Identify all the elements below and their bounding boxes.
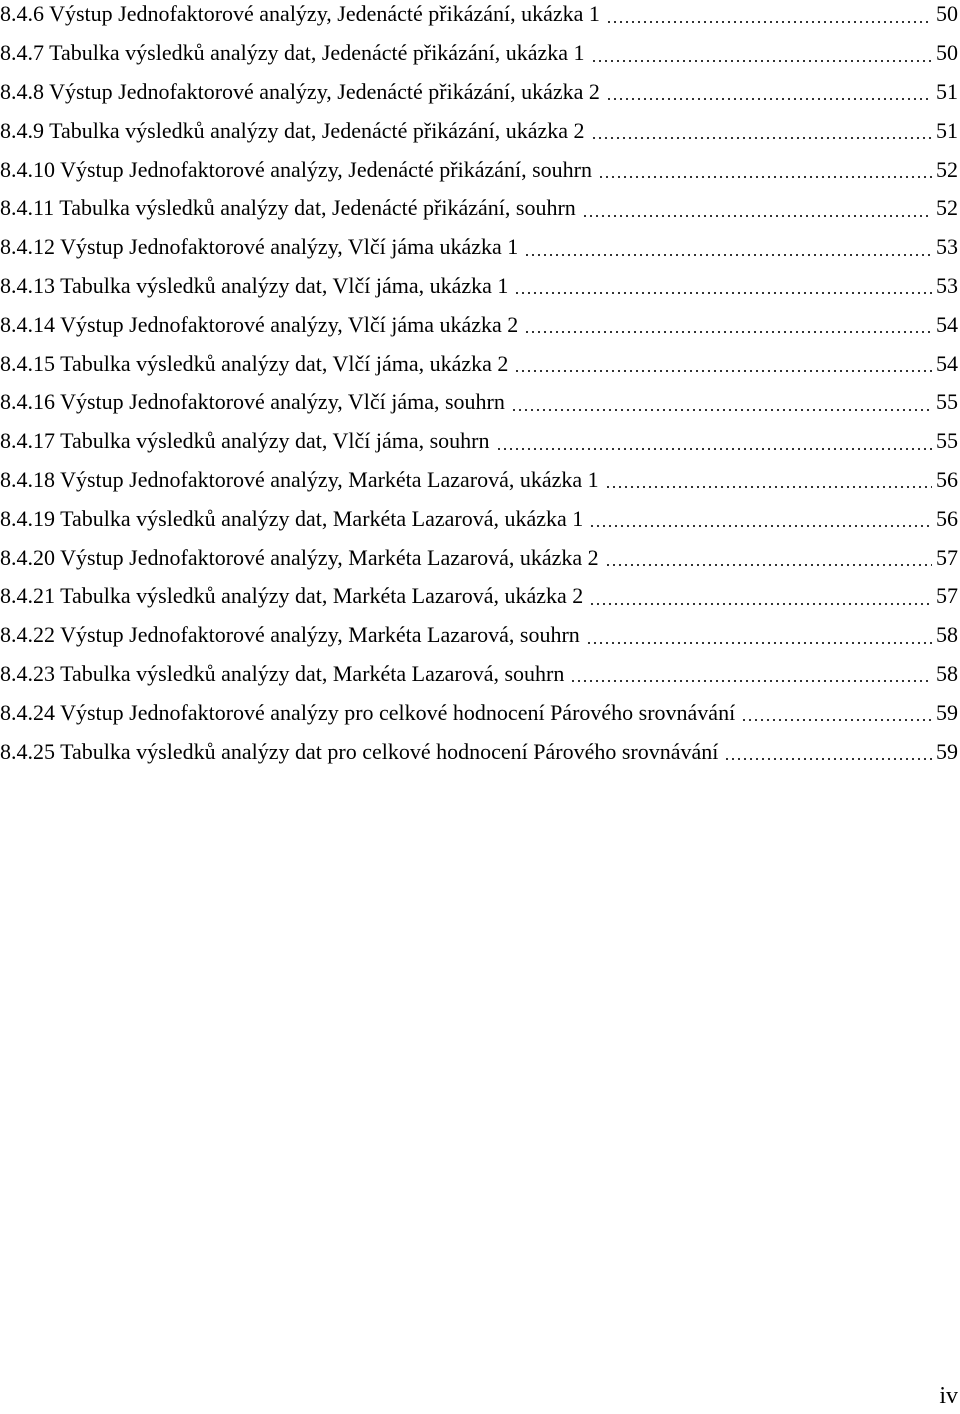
toc-entry-page: 50 <box>936 40 958 66</box>
toc-entry[interactable] <box>0 0 958 34</box>
toc-entry-title: 8.4.6 Výstup Jednofaktorové analýzy, Jedenácté přikázání, ukázka 1 <box>0 1 600 27</box>
toc-entry[interactable] <box>0 461 958 500</box>
toc-entry-title: 8.4.25 Tabulka výsledků analýzy dat pro celkové hodnocení Párového srovnávání <box>0 738 719 764</box>
toc-entry-page: 58 <box>936 622 958 648</box>
toc-entry-page: 55 <box>936 389 958 415</box>
dot-leader <box>570 680 932 682</box>
toc-entry[interactable] <box>0 499 958 538</box>
toc-entry[interactable] <box>0 616 958 655</box>
toc-entry[interactable] <box>0 732 958 771</box>
toc-entry[interactable] <box>0 693 958 732</box>
toc-entry-page: 57 <box>936 544 958 570</box>
toc-entry-title: 8.4.8 Výstup Jednofaktorové analýzy, Jedenácté přikázání, ukázka 2 <box>0 78 600 104</box>
dot-leader <box>524 254 932 256</box>
dot-leader <box>589 525 932 527</box>
toc-entry-title: 8.4.22 Výstup Jednofaktorové analýzy, Markéta Lazarová, souhrn <box>0 622 580 648</box>
dot-leader <box>524 331 932 333</box>
toc-entry-title: 8.4.13 Tabulka výsledků analýzy dat, Vlčí jáma, ukázka 1 <box>0 272 509 298</box>
toc-entry[interactable] <box>0 267 958 306</box>
toc-entry-page: 53 <box>936 272 958 298</box>
dot-leader <box>514 292 932 294</box>
toc-entry[interactable] <box>0 305 958 344</box>
toc-entry[interactable] <box>0 538 958 577</box>
toc-entry[interactable] <box>0 383 958 422</box>
page-number: iv <box>939 1383 958 1409</box>
toc-entry-page: 56 <box>936 466 958 492</box>
toc-entry-title: 8.4.11 Tabulka výsledků analýzy dat, Jedenácté přikázání, souhrn <box>0 195 576 221</box>
toc-entry[interactable] <box>0 111 958 150</box>
dot-leader <box>591 137 932 139</box>
dot-leader <box>514 370 932 372</box>
dot-leader <box>605 486 932 488</box>
toc-entry[interactable] <box>0 655 958 694</box>
toc-entry-page: 51 <box>936 78 958 104</box>
toc-entry[interactable] <box>0 73 958 112</box>
toc-entry-title: 8.4.9 Tabulka výsledků analýzy dat, Jedenácté přikázání, ukázka 2 <box>0 117 585 143</box>
dot-leader <box>589 603 932 605</box>
toc-entry-title: 8.4.18 Výstup Jednofaktorové analýzy, Markéta Lazarová, ukázka 1 <box>0 466 599 492</box>
toc-entry-page: 59 <box>936 738 958 764</box>
toc-entry-title: 8.4.20 Výstup Jednofaktorové analýzy, Markéta Lazarová, ukázka 2 <box>0 544 599 570</box>
toc-entry-page: 55 <box>936 428 958 454</box>
toc-entry-title: 8.4.12 Výstup Jednofaktorové analýzy, Vlčí jáma ukázka 1 <box>0 234 519 260</box>
toc-entry-page: 54 <box>936 311 958 337</box>
toc-entry-page: 52 <box>936 195 958 221</box>
toc-entry-title: 8.4.10 Výstup Jednofaktorové analýzy, Jedenácté přikázání, souhrn <box>0 156 592 182</box>
toc-entry-title: 8.4.17 Tabulka výsledků analýzy dat, Vlčí jáma, souhrn <box>0 428 490 454</box>
toc-entry-page: 59 <box>936 699 958 725</box>
toc-entry-title: 8.4.21 Tabulka výsledků analýzy dat, Markéta Lazarová, ukázka 2 <box>0 583 584 609</box>
toc-entry[interactable] <box>0 150 958 189</box>
toc-entry-title: 8.4.7 Tabulka výsledků analýzy dat, Jedenácté přikázání, ukázka 1 <box>0 40 585 66</box>
dot-leader <box>496 448 933 450</box>
dot-leader <box>741 719 932 721</box>
dot-leader <box>511 409 932 411</box>
toc-entry-title: 8.4.16 Výstup Jednofaktorové analýzy, Vlčí jáma, souhrn <box>0 389 505 415</box>
toc-entry[interactable] <box>0 344 958 383</box>
toc-entry-page: 54 <box>936 350 958 376</box>
toc-entry-page: 56 <box>936 505 958 531</box>
toc-entry-title: 8.4.23 Tabulka výsledků analýzy dat, Markéta Lazarová, souhrn <box>0 660 565 686</box>
toc-entry-page: 53 <box>936 234 958 260</box>
toc-entry-title: 8.4.24 Výstup Jednofaktorové analýzy pro celkové hodnocení Párového srovnávání <box>0 699 736 725</box>
toc-entry-title: 8.4.14 Výstup Jednofaktorové analýzy, Vlčí jáma ukázka 2 <box>0 311 519 337</box>
toc-entry-page: 50 <box>936 1 958 27</box>
toc-entry-page: 51 <box>936 117 958 143</box>
toc-entry[interactable] <box>0 228 958 267</box>
toc-entry[interactable] <box>0 34 958 73</box>
toc-entry-title: 8.4.19 Tabulka výsledků analýzy dat, Markéta Lazarová, ukázka 1 <box>0 505 584 531</box>
dot-leader <box>724 758 932 760</box>
dot-leader <box>606 98 932 100</box>
toc-entry-title: 8.4.15 Tabulka výsledků analýzy dat, Vlčí jáma, ukázka 2 <box>0 350 509 376</box>
dot-leader <box>586 642 932 644</box>
toc-entry[interactable] <box>0 422 958 461</box>
dot-leader <box>598 176 932 178</box>
toc-entry[interactable] <box>0 577 958 616</box>
dot-leader <box>606 21 932 23</box>
toc-entry-page: 58 <box>936 660 958 686</box>
dot-leader <box>582 215 932 217</box>
toc-entry[interactable] <box>0 189 958 228</box>
toc-entry-page: 52 <box>936 156 958 182</box>
toc-entry-page: 57 <box>936 583 958 609</box>
dot-leader <box>591 60 932 62</box>
dot-leader <box>605 564 932 566</box>
